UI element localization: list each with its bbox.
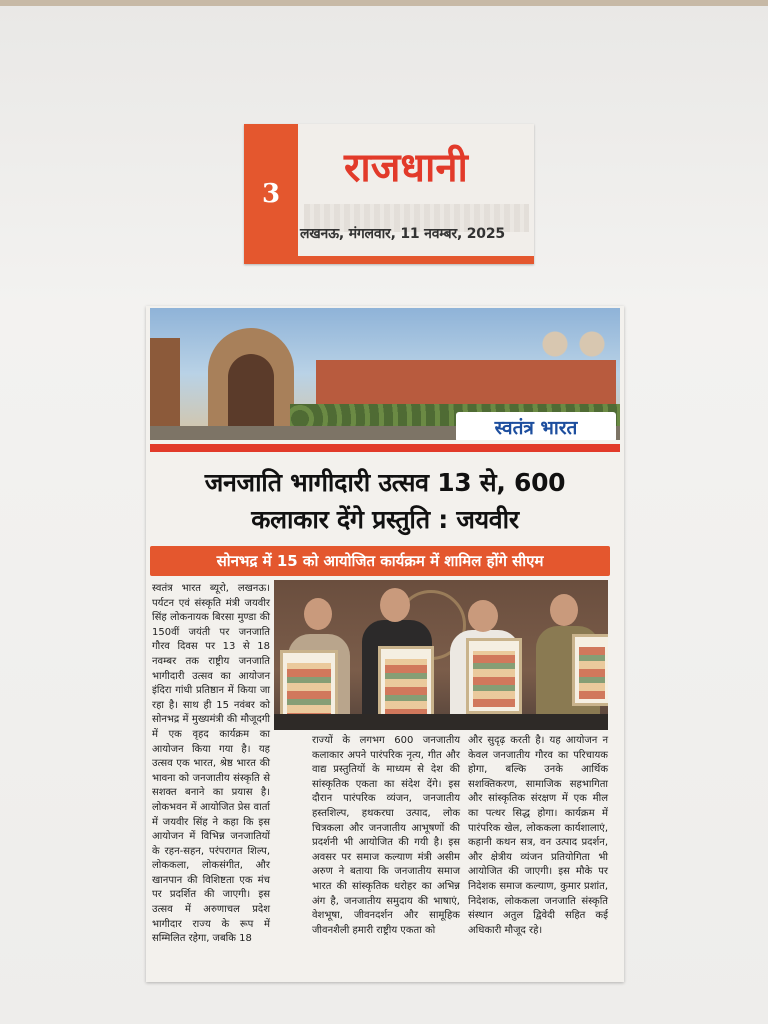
photo-person-2-head (380, 588, 410, 622)
headline-line-1: जनजाति भागीदारी उत्सव 13 से, 600 (204, 468, 566, 497)
photo-person-1-head (304, 598, 332, 630)
photo-poster-3 (466, 638, 522, 714)
photo-table (274, 714, 608, 730)
photo-poster-4 (572, 634, 608, 706)
masthead-rule (298, 256, 534, 264)
article-column-1: स्वतंत्र भारत ब्यूरो, लखनऊ। पर्यटन एवं संस्कृति मंत्री जयवीर सिंह लोकनायक बिरसा मुण्डा की 150वीं जयंती पर जनजाति गौरव दिवस पर 13 से 18 नवम्बर तक राष्ट्रीय जनजाति भागीदारी उत्सव का आयोजन इंदिरा गांधी प्रतिष्ठान में किया जा रहा है। साथ ही 15 नवंबर को सोनभद्र में मुख्यमंत्री की मौजूदगी में एक वृहद कार्यक्रम का आयोजन किया गया है। यह उत्सव एक भारत, श्रेष्ठ भारत की भावना को जनजातीय संस्कृति से सशक्त बनाने का प्रयास है। लोकभवन में आयोजित प्रेस वार्ता में जयवीर सिंह ने कहा कि इस आयोजन में विभिन्न जनजातियों के रहन-सहन, परंपरागत शिल्प, लोककला, लोकसंगीत, और खानपान की विशिष्टता एक मंच पर प्रदर्शित की जाएगी। इस उत्सव में अरुणाचल प्रदेश भागीदार राज्य के रूप में सम्मिलित रहेगा, जबकि 18 (152, 583, 270, 945)
paper-edge (0, 0, 768, 6)
dateline: लखनऊ, मंगलवार, 11 नवम्बर, 2025 (300, 226, 505, 242)
headline-line-2: कलाकार देंगे प्रस्तुति : जयवीर (251, 505, 519, 534)
banner-gateway-opening (228, 354, 274, 428)
newspaper-logo (456, 412, 616, 440)
photo-poster-2 (378, 646, 434, 724)
logo-text: स्वतंत्र भारत (494, 417, 578, 439)
photo-person-4-head (550, 594, 578, 626)
article-clipping (146, 306, 624, 982)
section-title: राजधानी (344, 144, 468, 191)
article-subhead: सोनभद्र में 15 को आयोजित कार्यक्रम में शामिल होंगे सीएम (150, 546, 610, 576)
page-number: 3 (244, 124, 298, 264)
banner-photo (150, 308, 620, 440)
banner-domes (540, 326, 610, 366)
masthead-clipping (244, 124, 534, 264)
article-column-3: और सुदृढ़ करती है। यह आयोजन न केवल जनजातीय गौरव का परिचायक होगा, बल्कि उनके आर्थिक सशक्तिकरण, सामाजिक सहभागिता और सांस्कृतिक संरक्षण में एक मील का पत्थर सिद्ध होगा। कार्यक्रम में पारंपरिक खेल, लोककला कार्यशालाएं, कहानी कथन सत्र, वन उत्पाद प्रदर्शन, और क्षेत्रीय व्यंजन प्रतियोगिता भी आयोजित की जाएगी। इस मौके पर निदेशक समाज कल्याण, कुमार प्रशांत, निदेशक, लोककला जनजाति संस्कृति संस्थान अतुल द्विवेदी सहित कई अधिकारी मौजूद रहे। (468, 735, 608, 936)
article-headline (150, 464, 620, 538)
banner-building-left (150, 338, 180, 428)
press-conference-photo (274, 580, 608, 730)
article-column-2: राज्यों के लगभग 600 जनजातीय कलाकार अपने पारंपरिक नृत्य, गीत और वाद्य प्रस्तुतियों के माध्यम से देश की सांस्कृतिक एकता का संदेश देंगे। इस दौरान पारंपरिक व्यंजन, जनजातीय हस्तशिल्प, हथकरघा उत्पाद, लोक चित्रकला और जनजातीय आभूषणों की प्रदर्शनी भी आयोजित की गयी है। इस अवसर पर समाज कल्याण मंत्री असीम अरुण ने बताया कि जनजातीय समाज भारत की सांस्कृतिक धरोहर का अभिन्न अंग है, जनजातीय समुदाय की भाषाएं, वेशभूषा, जीवनदर्शन और सामूहिक जीवनशैली हमारी राष्ट्रीय एकता को (312, 735, 460, 936)
banner-rule (150, 444, 620, 452)
photo-person-3-head (468, 600, 498, 632)
